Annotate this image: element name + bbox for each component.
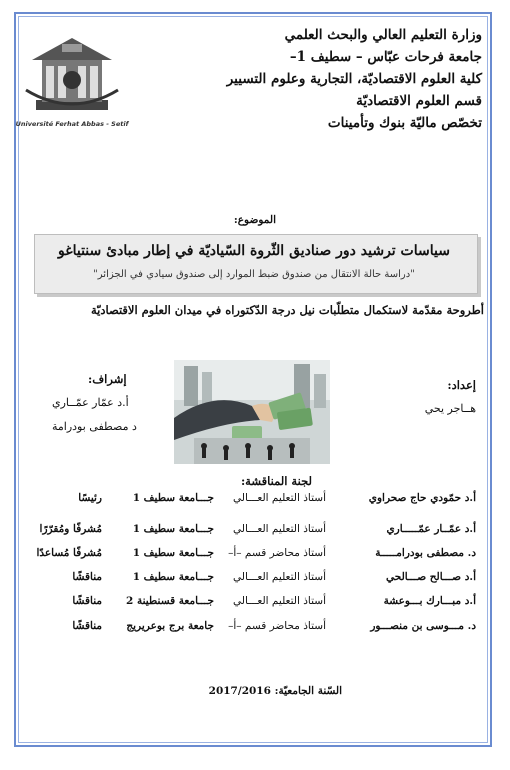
member-role: مناقشًا [72, 620, 102, 632]
department-line: قسم العلوم الاقتصاديّة [356, 93, 482, 109]
member-rank: أستاذ التعليم العـــالي [233, 571, 326, 583]
co-supervisor-name: د مصطفى بودرامة [52, 420, 137, 433]
member-name: أ.د عمّــار عمّـــــاري [386, 523, 476, 535]
member-university: جـــامعة سطيف 1 [132, 492, 214, 504]
member-name: د. مـــوسى بن منصـــور [370, 620, 476, 632]
specialty-line: تخصّص ماليّة بنوك وتأمينات [327, 115, 482, 131]
member-rank: أستاذ التعليم العـــالي [233, 492, 326, 504]
topic-label: الموضوع: [233, 214, 276, 226]
thesis-title: سياسات ترشيد دور صناديق الثّروة السّياديّة في إطار مبادئ سنتياغو [58, 243, 450, 259]
member-university: جـــامعة سطيف 1 [132, 523, 214, 535]
university-line: جامعة فرحات عبّاس – سطيف 1– [289, 49, 482, 65]
thesis-subtitle: "دراسة حالة الانتقال من صندوق ضبط الموارد إلى صندوق سيادي في الجزائر" [93, 269, 415, 280]
member-university: جـــامعة سطيف 1 [132, 547, 214, 559]
member-university: جامعة برج بوعريريج [126, 620, 214, 632]
committee-row [36, 620, 476, 638]
academic-year: السّنة الجامعيّة: 2017/2016 [208, 685, 342, 697]
member-rank: أستاذ التعليم العـــالي [233, 523, 326, 535]
money-illustration-icon [174, 360, 330, 464]
member-university: جـــامعة سطيف 1 [132, 571, 214, 583]
supervisor-name: أ.د عمّار عمّــاري [52, 396, 129, 409]
member-name: أ.د مبـــارك بـــوعشة [383, 595, 476, 607]
committee-row [36, 523, 476, 541]
preparation-label: إعداد: [447, 378, 476, 392]
member-rank: أستاذ محاضر قسم –أ– [228, 620, 326, 632]
committee-title: لجنة المناقشة: [240, 474, 312, 488]
author-name: هــاجر يحي [424, 402, 476, 415]
thesis-statement: أطروحة مقدّمة لاستكمال متطلّبات نيل درجة الدّكتوراه في ميدان العلوم الاقتصاديّة [90, 303, 484, 317]
committee-row [36, 547, 476, 565]
member-rank: أستاذ محاضر قسم –أ– [228, 547, 326, 559]
title-box [34, 234, 478, 294]
member-role: مناقشًا [72, 571, 102, 583]
member-name: د. مصطفى بودرامـــــة [375, 547, 476, 559]
committee-row [36, 595, 476, 613]
institution-header [162, 24, 482, 134]
member-university: جـــامعة قسنطينة 2 [126, 595, 214, 607]
member-name: أ.د صـــالح صـــالحي [386, 571, 476, 583]
member-role: مناقشًا [72, 595, 102, 607]
faculty-line: كلية العلوم الاقتصاديّة، التجارية وعلوم التسيير [226, 71, 482, 87]
member-role: مُشرفًا ومُقرّرًا [39, 523, 102, 535]
supervision-label: إشراف: [88, 372, 127, 386]
logo-caption: Université Ferhat Abbas - Setif [15, 120, 129, 128]
member-role: رئيسًا [78, 492, 102, 504]
member-name: أ.د حمّودي حاج صحراوي [368, 492, 476, 504]
university-logo-icon [22, 30, 122, 122]
ministry-line: وزارة التعليم العالي والبحث العلمي [284, 27, 482, 43]
member-rank: أستاذ التعليم العـــالي [233, 595, 326, 607]
committee-row [36, 571, 476, 589]
committee-row [36, 492, 476, 510]
member-role: مُشرفًا مُساعدًا [36, 547, 102, 559]
